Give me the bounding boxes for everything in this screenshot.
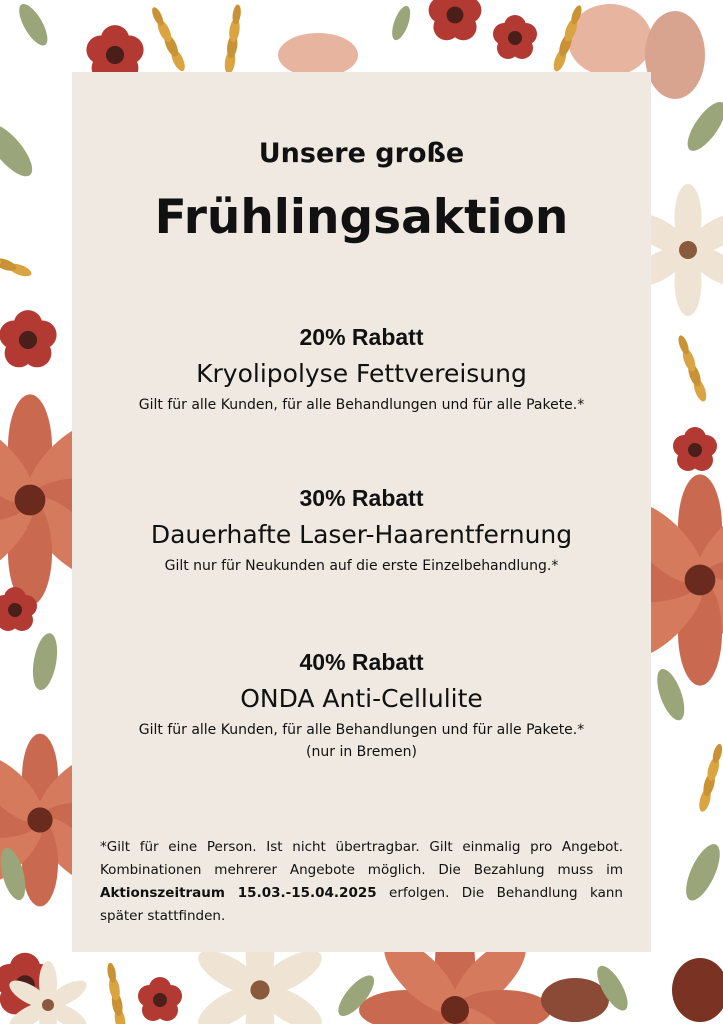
offer-treatment: Kryolipolyse Fettvereisung: [196, 359, 527, 388]
offer-treatment: ONDA Anti-Cellulite: [240, 684, 483, 713]
offer-discount: 40% Rabatt: [299, 649, 424, 675]
footnote-text-start: *Gilt für eine Person. Ist nicht übertragbar. Gilt einmalig pro Angebot. Kombinationen mehrerer Angebote möglich. Die Bezahlung muss im: [100, 839, 623, 878]
offer-block: [72, 324, 651, 416]
offer-location-note: (nur in Bremen): [306, 744, 417, 760]
offer-block: [72, 649, 651, 763]
promo-card: [72, 72, 651, 952]
offer-discount: 30% Rabatt: [299, 485, 424, 511]
offer-block: [72, 485, 651, 577]
offer-condition: Gilt für alle Kunden, für alle Behandlungen und für alle Pakete.*: [138, 397, 585, 413]
headline-title: Frühlingsaktion: [154, 190, 569, 245]
offer-condition: Gilt für alle Kunden, für alle Behandlungen und für alle Pakete.*: [138, 722, 585, 738]
offer-condition: Gilt nur für Neukunden auf die erste Einzelbehandlung.*: [164, 558, 559, 574]
footnote-text-end: erfolgen. Die Behandlung kann später stattfinden.: [100, 885, 623, 924]
offer-treatment: Dauerhafte Laser-Haarentfernung: [150, 520, 573, 549]
offer-discount: 20% Rabatt: [299, 324, 424, 350]
footnote-campaign-period: Aktionszeitraum 15.03.-15.04.2025: [100, 885, 377, 901]
footnote-terms: [100, 836, 623, 928]
headline-intro: Unsere große: [258, 138, 465, 169]
